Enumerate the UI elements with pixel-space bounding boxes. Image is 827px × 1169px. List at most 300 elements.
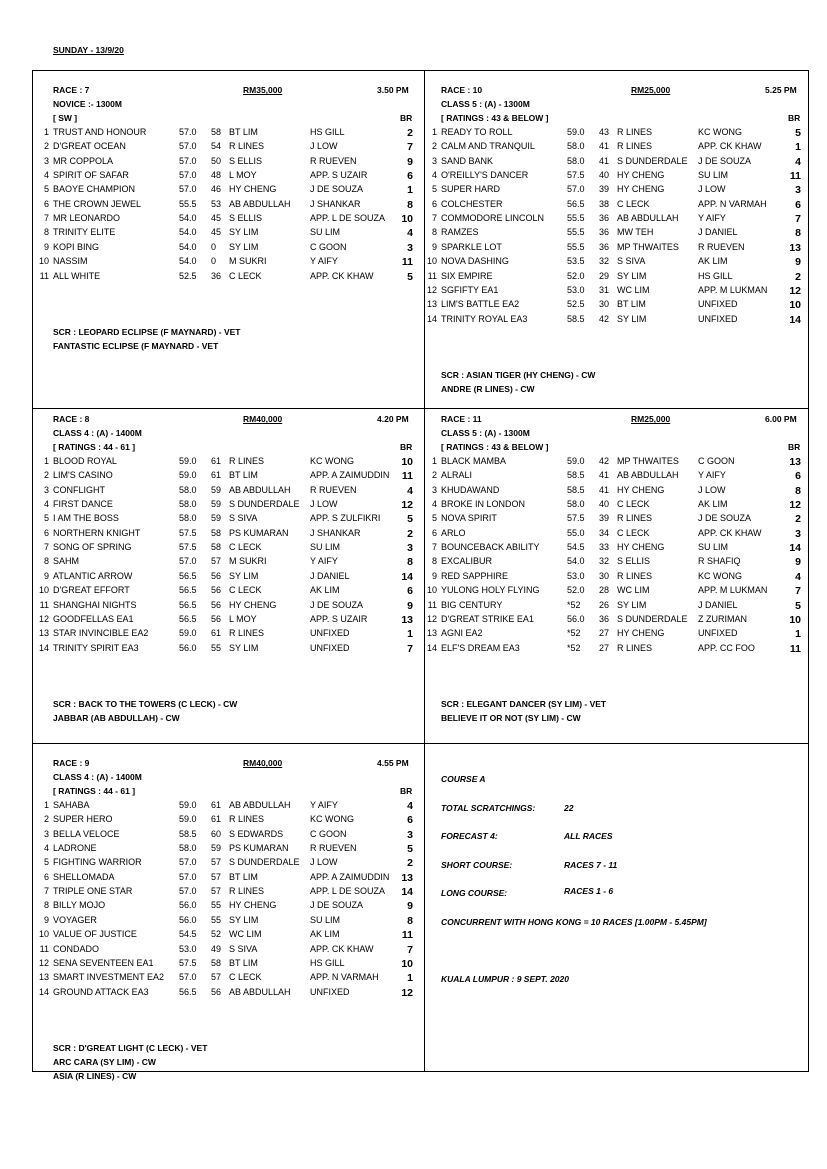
- runner-row: [425, 499, 805, 513]
- horse-name: BAOYE CHAMPION: [53, 184, 136, 195]
- horse-rating: 56: [211, 570, 222, 581]
- jockey-name: S DUNDERDALE: [617, 613, 688, 624]
- runner-number: 11: [427, 599, 437, 610]
- horse-rating: 59: [211, 484, 222, 495]
- runner-number: 7: [431, 542, 437, 553]
- race-rating: [ SW ]: [53, 113, 78, 123]
- runner-row: [37, 242, 417, 256]
- runner-row: [37, 571, 417, 585]
- jockey-name: HY CHENG: [617, 628, 665, 639]
- horse-rating: 57: [211, 886, 222, 897]
- jockey-name: SY LIM: [229, 227, 259, 238]
- runner-number: 5: [431, 513, 437, 524]
- handicap-weight: 59.0: [179, 628, 197, 639]
- handicap-weight: 57.0: [567, 184, 585, 195]
- jockey-name: AB ABDULLAH: [617, 213, 679, 224]
- barrier-draw: 5: [407, 513, 413, 526]
- horse-name: CONDADO: [53, 943, 100, 954]
- handicap-weight: 54.0: [179, 227, 197, 238]
- horse-name: LIM'S CASINO: [53, 470, 113, 481]
- runner-number: 8: [43, 227, 49, 238]
- trainer-name: SU LIM: [310, 227, 341, 238]
- runner-number: 8: [43, 556, 49, 567]
- trainer-name: Y AIFY: [310, 556, 338, 567]
- runner-number: 4: [43, 170, 49, 181]
- horse-name: FIRST DANCE: [53, 499, 113, 510]
- runner-number: 12: [426, 613, 437, 624]
- br-header: BR: [400, 113, 413, 123]
- runner-number: 10: [38, 256, 49, 267]
- trainer-name: Y AIFY: [310, 800, 338, 810]
- race-number: RACE : 7: [53, 85, 90, 95]
- runner-row: [37, 127, 417, 141]
- handicap-weight: 52.0: [567, 270, 585, 281]
- runner-number: 6: [43, 527, 49, 538]
- runner-row: [37, 470, 417, 484]
- horse-name: CONFLIGHT: [53, 484, 106, 495]
- horse-rating: 29: [599, 270, 610, 281]
- handicap-weight: 57.5: [567, 513, 585, 524]
- runner-number: 6: [43, 198, 49, 209]
- horse-name: SHELLOMADA: [53, 871, 115, 882]
- horse-rating: 36: [599, 213, 610, 224]
- jockey-name: L MOY: [229, 613, 257, 624]
- handicap-weight: 58.0: [567, 141, 585, 152]
- horse-rating: 33: [599, 542, 610, 553]
- barrier-draw: 4: [407, 800, 413, 812]
- barrier-draw: 12: [401, 986, 413, 999]
- horse-name: YULONG HOLY FLYING: [441, 585, 540, 596]
- trainer-name: APP. L DE SOUZA: [310, 213, 386, 224]
- jockey-name: AB ABDULLAH: [229, 986, 291, 997]
- barrier-draw: 6: [407, 585, 413, 598]
- jockey-name: AB ABDULLAH: [229, 800, 291, 810]
- barrier-draw: 9: [795, 256, 801, 269]
- barrier-draw: 2: [407, 857, 413, 870]
- barrier-draw: 3: [407, 241, 413, 254]
- handicap-weight: 57.0: [179, 184, 197, 195]
- jockey-name: S EDWARDS: [229, 828, 284, 839]
- horse-name: SENA SEVENTEEN EA1: [53, 957, 154, 968]
- race-number: RACE : 11: [441, 414, 482, 424]
- issue-footer: KUALA LUMPUR : 9 SEPT. 2020: [441, 974, 569, 984]
- horse-name: READY TO ROLL: [441, 127, 513, 137]
- runner-row: [425, 542, 805, 556]
- horse-rating: 59: [211, 499, 222, 510]
- handicap-weight: 58.0: [179, 499, 197, 510]
- runner-number: 9: [43, 241, 49, 252]
- barrier-draw: 3: [407, 828, 413, 841]
- horse-name: TRINITY ROYAL EA3: [441, 313, 528, 324]
- horse-rating: 58: [211, 127, 222, 137]
- runner-row: [425, 299, 805, 313]
- race-purse: RM35,000: [243, 85, 283, 95]
- trainer-name: J DE SOUZA: [698, 155, 752, 166]
- runner-row: [37, 556, 417, 570]
- runner-row: [425, 470, 805, 484]
- runner-number: 8: [431, 556, 437, 567]
- horse-rating: 49: [211, 943, 222, 954]
- runner-number: 8: [431, 227, 437, 238]
- jockey-name: C LECK: [617, 527, 650, 538]
- jockey-name: SY LIM: [617, 313, 647, 324]
- jockey-name: HY CHENG: [229, 184, 277, 195]
- runner-row: [37, 872, 417, 886]
- trainer-name: HS GILL: [310, 127, 345, 137]
- barrier-draw: 2: [795, 513, 801, 526]
- scratching-note: ANDRE (R LINES) - CW: [441, 383, 535, 394]
- runner-number: 6: [431, 198, 437, 209]
- horse-name: MR COPPOLA: [53, 155, 114, 166]
- barrier-draw: 4: [407, 227, 413, 240]
- runner-row: [37, 814, 417, 828]
- race-panel: [37, 758, 417, 1081]
- barrier-draw: 8: [795, 227, 801, 240]
- runner-row: [425, 227, 805, 241]
- runner-row: [37, 256, 417, 270]
- runner-number: 2: [43, 141, 49, 152]
- horse-rating: 45: [211, 227, 222, 238]
- horse-rating: 34: [599, 527, 610, 538]
- horse-name: FIGHTING WARRIOR: [53, 857, 142, 868]
- trainer-name: J DANIEL: [698, 227, 738, 238]
- barrier-draw: 10: [789, 299, 801, 312]
- barrier-draw: 8: [795, 484, 801, 497]
- runner-number: 5: [43, 513, 49, 524]
- horse-rating: 38: [599, 198, 610, 209]
- horse-rating: 61: [211, 800, 222, 810]
- runner-number: 8: [43, 900, 49, 911]
- race-rating: [ RATINGS : 44 - 61 ]: [53, 442, 136, 452]
- jockey-name: HY CHENG: [617, 170, 665, 181]
- horse-rating: 41: [599, 155, 610, 166]
- trainer-name: APP. S UZAIR: [310, 613, 368, 624]
- jockey-name: C LECK: [229, 542, 262, 553]
- trainer-name: UNFIXED: [698, 299, 738, 310]
- horse-rating: 45: [211, 213, 222, 224]
- horse-rating: 27: [599, 642, 610, 653]
- handicap-weight: *52: [567, 628, 581, 639]
- runner-number: 4: [431, 170, 437, 181]
- trainer-name: J DE SOUZA: [698, 513, 752, 524]
- handicap-weight: *52: [567, 642, 581, 653]
- barrier-draw: 9: [407, 599, 413, 612]
- handicap-weight: 58.0: [567, 499, 585, 510]
- runner-row: [37, 829, 417, 843]
- horse-name: SGFIFTY EA1: [441, 284, 499, 295]
- horse-name: ATLANTIC ARROW: [53, 570, 133, 581]
- trainer-name: C GOON: [310, 241, 347, 252]
- race-number: RACE : 8: [53, 414, 90, 424]
- horse-rating: 31: [599, 284, 610, 295]
- horse-name: BIG CENTURY: [441, 599, 503, 610]
- handicap-weight: 57.5: [567, 170, 585, 181]
- handicap-weight: 57.0: [179, 972, 197, 983]
- trainer-name: J DANIEL: [310, 570, 350, 581]
- trainer-name: J DE SOUZA: [310, 900, 364, 911]
- trainer-name: APP. CK KHAW: [698, 141, 762, 152]
- handicap-weight: 54.0: [179, 213, 197, 224]
- handicap-weight: 59.0: [179, 814, 197, 825]
- barrier-draw: 10: [401, 213, 413, 226]
- runner-number: 10: [38, 929, 49, 940]
- horse-name: GOODFELLAS EA1: [53, 613, 134, 624]
- runner-row: [425, 600, 805, 614]
- horse-rating: 53: [211, 198, 222, 209]
- horse-rating: 41: [599, 470, 610, 481]
- handicap-weight: 59.0: [179, 470, 197, 481]
- barrier-draw: 4: [407, 484, 413, 497]
- barrier-draw: 8: [407, 556, 413, 569]
- horse-name: MR LEONARDO: [53, 213, 121, 224]
- horse-rating: 56: [211, 986, 222, 997]
- jockey-name: S SIVA: [617, 256, 646, 267]
- runner-row: [37, 585, 417, 599]
- race-rating: [ RATINGS : 43 & BELOW ]: [441, 113, 549, 123]
- trainer-name: SU LIM: [310, 914, 341, 925]
- scratching-note: SCR : ASIAN TIGER (HY CHENG) - CW: [441, 369, 596, 380]
- runner-row: [425, 156, 805, 170]
- horse-rating: 54: [211, 141, 222, 152]
- handicap-weight: 58.5: [567, 484, 585, 495]
- barrier-draw: 13: [401, 613, 413, 626]
- horse-rating: 0: [211, 241, 217, 252]
- runner-row: [425, 285, 805, 299]
- jockey-name: R LINES: [617, 141, 653, 152]
- horse-name: COLCHESTER: [441, 198, 503, 209]
- handicap-weight: 58.0: [179, 843, 197, 854]
- barrier-draw: 5: [795, 127, 801, 139]
- trainer-name: J LOW: [698, 484, 726, 495]
- horse-rating: 32: [599, 556, 610, 567]
- runner-number: 14: [38, 986, 49, 997]
- horse-name: RAMZES: [441, 227, 479, 238]
- barrier-draw: 14: [401, 886, 413, 899]
- handicap-weight: 56.5: [179, 986, 197, 997]
- horse-name: SPIRIT OF SAFAR: [53, 170, 129, 181]
- jockey-name: AB ABDULLAH: [229, 484, 291, 495]
- jockey-name: S ELLIS: [229, 155, 263, 166]
- handicap-weight: 57.0: [179, 886, 197, 897]
- horse-name: I AM THE BOSS: [53, 513, 119, 524]
- handicap-weight: 59.0: [179, 800, 197, 810]
- forecast-value: ALL RACES: [564, 831, 613, 841]
- horse-rating: 36: [599, 613, 610, 624]
- trainer-name: R RUEVEN: [310, 484, 357, 495]
- barrier-draw: 4: [795, 155, 801, 168]
- horse-name: SAND BANK: [441, 155, 494, 166]
- horse-rating: 56: [211, 613, 222, 624]
- barrier-draw: 7: [407, 642, 413, 655]
- runner-number: 1: [43, 127, 49, 137]
- runner-row: [37, 199, 417, 213]
- jockey-name: M SUKRI: [229, 256, 267, 267]
- trainer-name: R RUEVEN: [310, 155, 357, 166]
- jockey-name: R LINES: [617, 127, 653, 137]
- handicap-weight: 57.0: [179, 857, 197, 868]
- horse-name: O'REILLY'S DANCER: [441, 170, 529, 181]
- handicap-weight: 58.5: [567, 313, 585, 324]
- runner-row: [425, 614, 805, 628]
- runner-number: 5: [43, 184, 49, 195]
- runner-row: [37, 843, 417, 857]
- handicap-weight: 54.5: [179, 929, 197, 940]
- race-purse: RM25,000: [631, 414, 671, 424]
- horse-name: VOYAGER: [53, 914, 97, 925]
- horse-name: TRINITY ELITE: [53, 227, 116, 238]
- row-divider-1: [33, 408, 808, 409]
- jockey-name: C LECK: [617, 198, 650, 209]
- runner-row: [425, 513, 805, 527]
- horse-rating: 27: [599, 628, 610, 639]
- course-label: COURSE A: [441, 774, 486, 784]
- runner-number: 1: [43, 456, 49, 466]
- trainer-name: C GOON: [698, 456, 735, 466]
- horse-rating: 36: [599, 241, 610, 252]
- br-header: BR: [788, 113, 801, 123]
- horse-name: BELLA VELOCE: [53, 828, 120, 839]
- trainer-name: APP. N VARMAH: [698, 198, 767, 209]
- runner-number: 13: [426, 299, 437, 310]
- jockey-name: C LECK: [229, 585, 262, 596]
- handicap-weight: 57.5: [179, 957, 197, 968]
- barrier-draw: 4: [795, 570, 801, 583]
- barrier-draw: 5: [795, 599, 801, 612]
- runner-number: 11: [39, 270, 49, 281]
- runner-number: 4: [43, 499, 49, 510]
- barrier-draw: 13: [401, 871, 413, 884]
- concurrent-note: CONCURRENT WITH HONG KONG = 10 RACES [1.00PM - 5.45PM]: [441, 917, 707, 927]
- runner-row: [425, 528, 805, 542]
- horse-rating: 58: [211, 542, 222, 553]
- jockey-name: S ELLIS: [229, 213, 263, 224]
- horse-rating: 39: [599, 184, 610, 195]
- runner-row: [37, 227, 417, 241]
- jockey-name: S SIVA: [229, 513, 258, 524]
- runner-number: 9: [43, 570, 49, 581]
- horse-rating: 39: [599, 513, 610, 524]
- trainer-name: AK LIM: [698, 256, 728, 267]
- race-number: RACE : 10: [441, 85, 483, 95]
- jockey-name: SY LIM: [229, 570, 259, 581]
- race-panel: [37, 85, 417, 405]
- handicap-weight: 53.0: [179, 943, 197, 954]
- trainer-name: J DE SOUZA: [310, 599, 364, 610]
- runner-number: 7: [431, 213, 437, 224]
- jockey-name: R LINES: [617, 570, 653, 581]
- barrier-draw: 10: [401, 456, 413, 468]
- horse-name: BILLY MOJO: [53, 900, 106, 911]
- trainer-name: C GOON: [310, 828, 347, 839]
- handicap-weight: 57.0: [179, 127, 197, 137]
- runner-row: [425, 170, 805, 184]
- trainer-name: J DE SOUZA: [310, 184, 364, 195]
- runner-number: 5: [431, 184, 437, 195]
- long-course-label: LONG COURSE:: [441, 888, 508, 898]
- handicap-weight: 59.0: [567, 456, 585, 466]
- race-time: 5.25 PM: [765, 85, 797, 95]
- horse-name: SPARKLE LOT: [441, 241, 502, 252]
- runner-row: [37, 915, 417, 929]
- horse-rating: 42: [599, 456, 610, 466]
- handicap-weight: 57.0: [179, 871, 197, 882]
- barrier-draw: 6: [795, 470, 801, 483]
- jockey-name: HY CHENG: [229, 599, 277, 610]
- jockey-name: SY LIM: [229, 241, 259, 252]
- handicap-weight: 55.5: [567, 241, 585, 252]
- race-time: 3.50 PM: [377, 85, 409, 95]
- handicap-weight: 57.0: [179, 556, 197, 567]
- barrier-draw: 14: [789, 313, 801, 326]
- total-scratchings-label: TOTAL SCRATCHINGS:: [441, 803, 536, 813]
- trainer-name: R RUEVEN: [698, 241, 745, 252]
- scratching-note: SCR : ELEGANT DANCER (SY LIM) - VET: [441, 698, 607, 709]
- horse-name: AGNI EA2: [441, 628, 483, 639]
- trainer-name: R RUEVEN: [310, 843, 357, 854]
- short-course-label: SHORT COURSE:: [441, 860, 513, 870]
- runner-row: [37, 987, 417, 1001]
- barrier-draw: 11: [401, 929, 413, 942]
- horse-rating: 40: [599, 170, 610, 181]
- jockey-name: C LECK: [229, 972, 262, 983]
- jockey-name: WC LIM: [617, 585, 650, 596]
- horse-rating: 36: [211, 270, 222, 281]
- runner-number: 1: [431, 127, 437, 137]
- barrier-draw: 6: [407, 814, 413, 827]
- jockey-name: S SIVA: [229, 943, 258, 954]
- runner-number: 5: [43, 857, 49, 868]
- horse-rating: 56: [211, 599, 222, 610]
- horse-name: SUPER HARD: [441, 184, 501, 195]
- runner-number: 2: [431, 141, 437, 152]
- horse-name: BROKE IN LONDON: [441, 499, 526, 510]
- barrier-draw: 14: [789, 542, 801, 555]
- race-panel: [425, 85, 805, 405]
- handicap-weight: 55.0: [567, 527, 585, 538]
- horse-name: ALRALI: [441, 470, 473, 481]
- trainer-name: APP. CK KHAW: [310, 270, 374, 281]
- trainer-name: APP. S ZULFIKRI: [310, 513, 381, 524]
- runner-number: 14: [426, 313, 437, 324]
- trainer-name: APP. A ZAIMUDDIN: [310, 871, 390, 882]
- handicap-weight: 52.0: [567, 585, 585, 596]
- handicap-weight: 58.0: [179, 513, 197, 524]
- runner-number: 12: [426, 284, 437, 295]
- runner-number: 3: [43, 484, 49, 495]
- trainer-name: APP. CK KHAW: [310, 943, 374, 954]
- barrier-draw: 11: [789, 170, 801, 183]
- jockey-name: BT LIM: [229, 127, 258, 137]
- runner-row: [37, 628, 417, 642]
- runner-number: 7: [43, 886, 49, 897]
- runner-number: 10: [426, 585, 437, 596]
- trainer-name: UNFIXED: [310, 628, 350, 639]
- barrier-draw: 9: [407, 155, 413, 168]
- trainer-name: J LOW: [698, 184, 726, 195]
- trainer-name: UNFIXED: [310, 642, 350, 653]
- barrier-draw: 1: [407, 628, 413, 641]
- jockey-name: AB ABDULLAH: [229, 198, 291, 209]
- trainer-name: AK LIM: [310, 929, 340, 940]
- runner-number: 3: [43, 155, 49, 166]
- jockey-name: HY CHENG: [617, 184, 665, 195]
- runner-number: 6: [43, 871, 49, 882]
- runner-row: [425, 456, 805, 470]
- race-time: 6.00 PM: [765, 414, 797, 424]
- trainer-name: APP. L DE SOUZA: [310, 886, 386, 897]
- trainer-name: UNFIXED: [310, 986, 350, 997]
- runner-row: [37, 485, 417, 499]
